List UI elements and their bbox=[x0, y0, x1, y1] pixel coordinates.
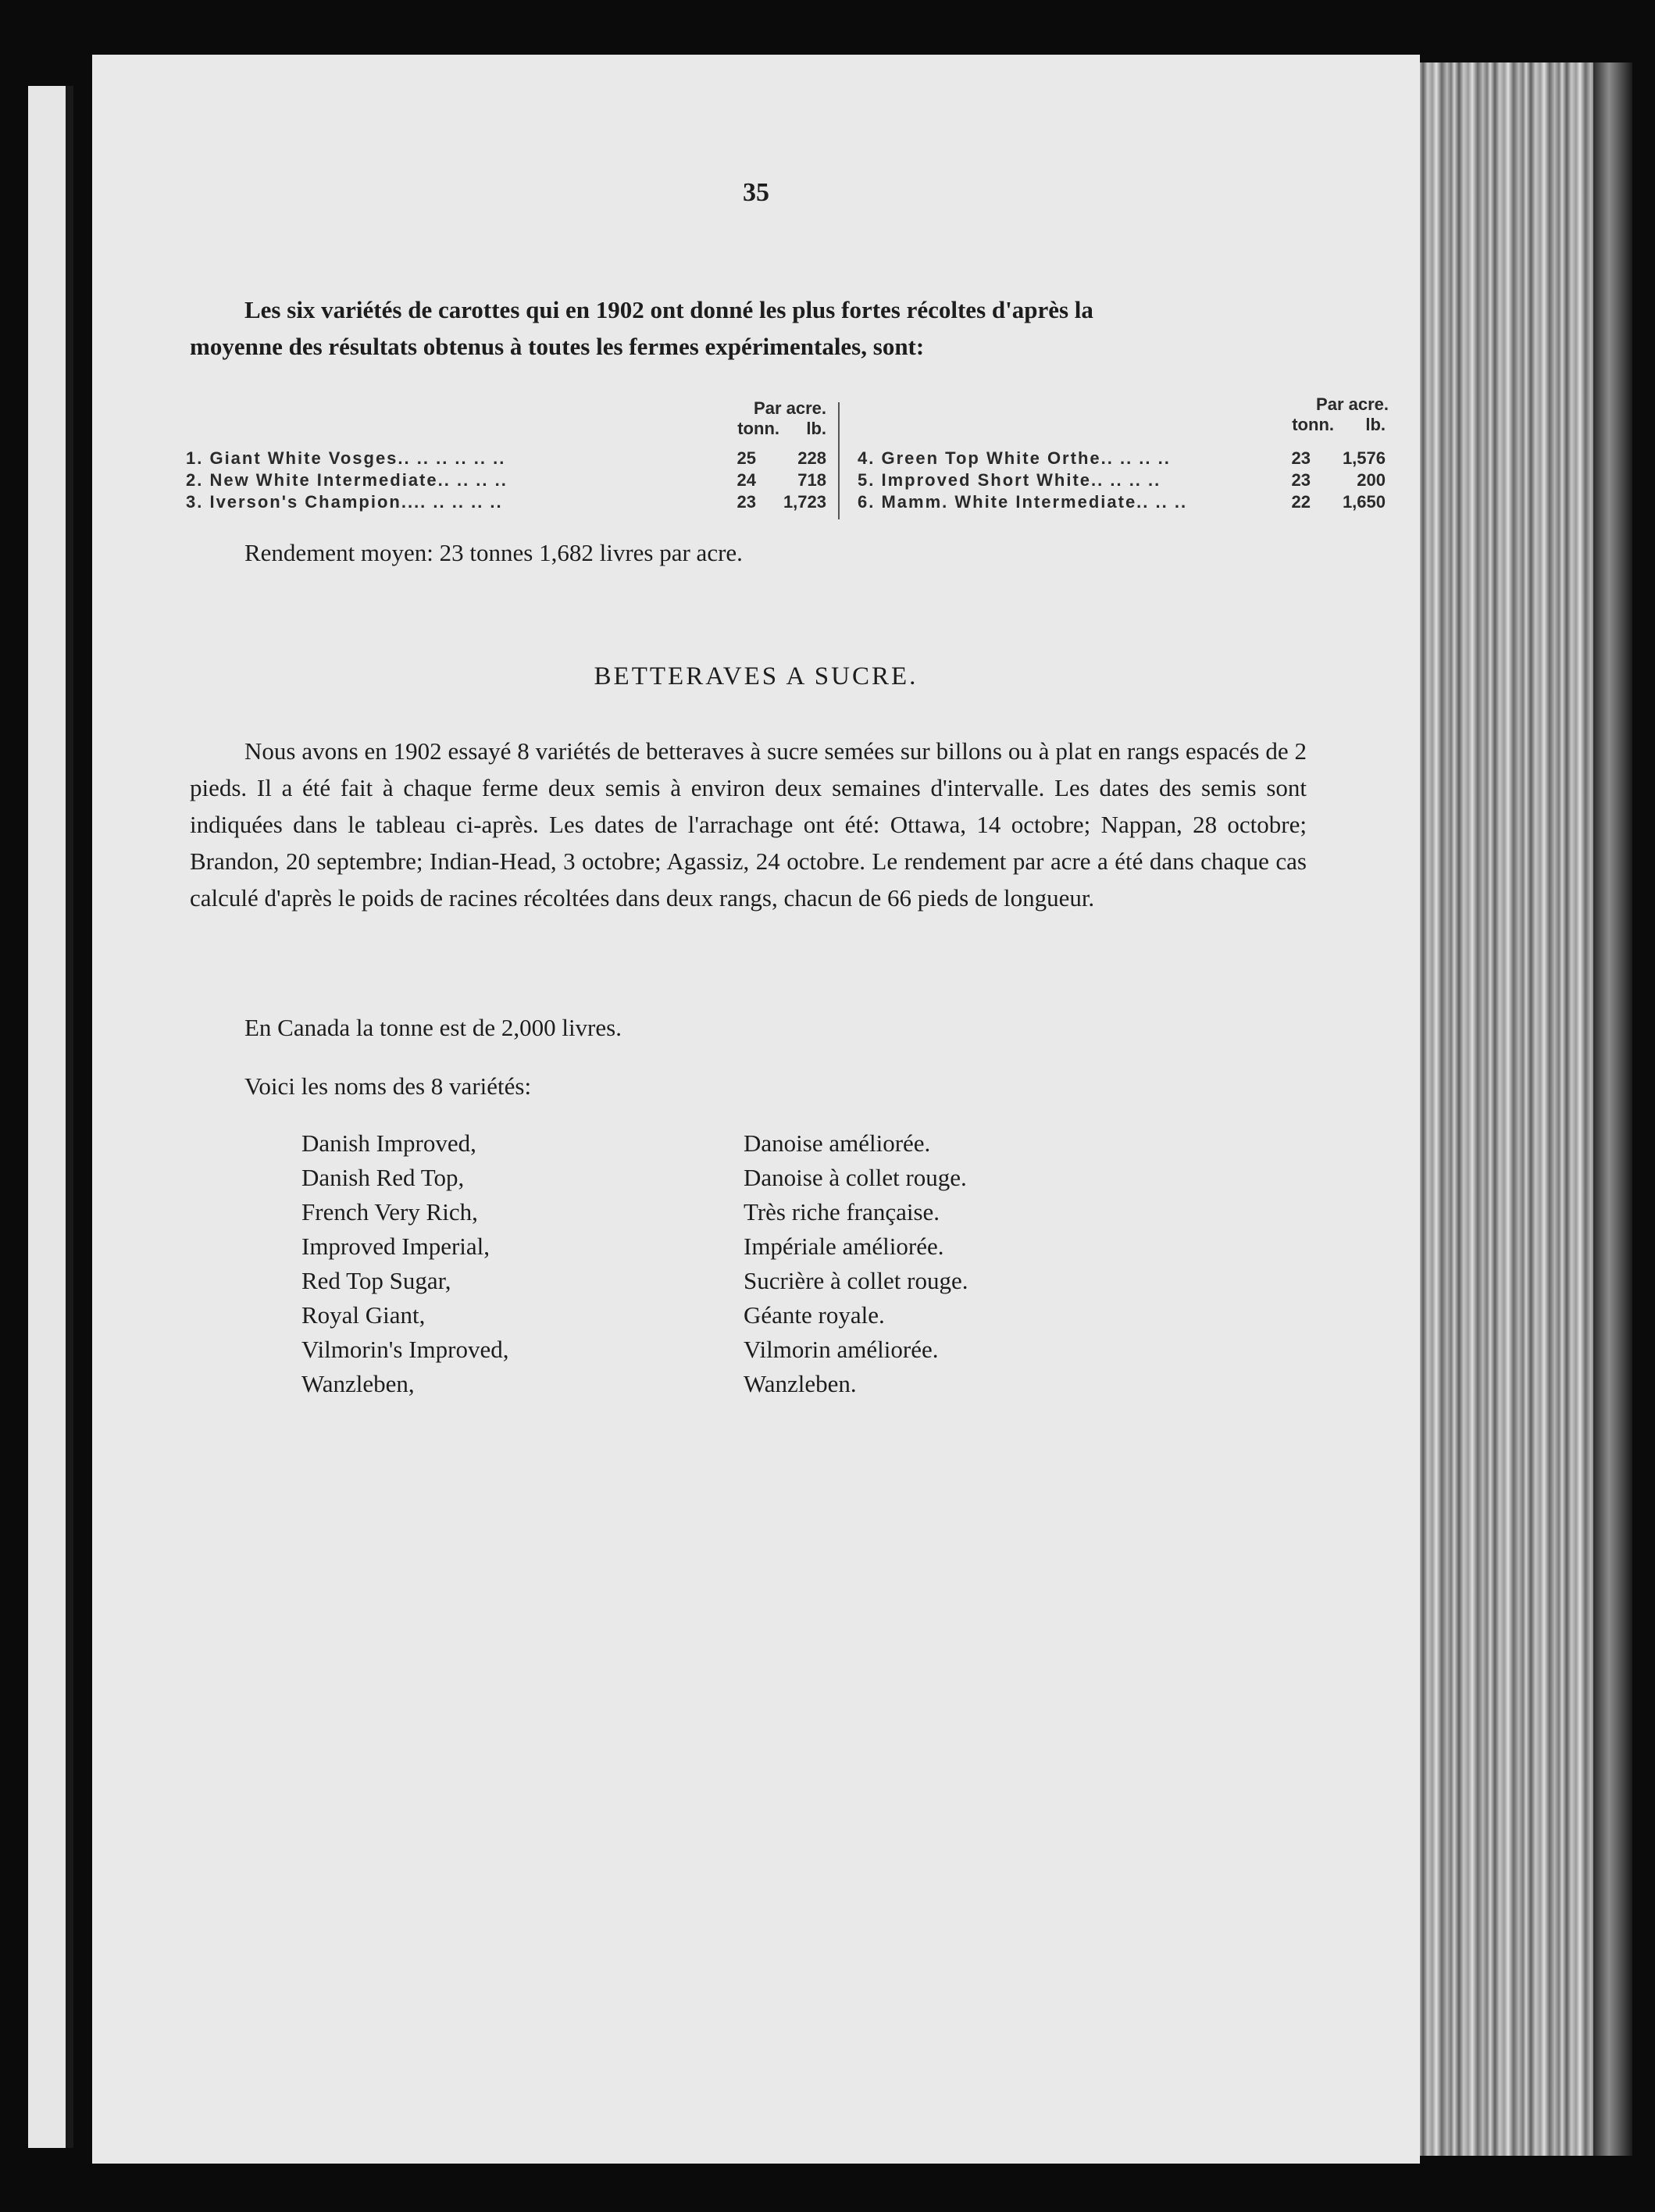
varieties-french-list bbox=[744, 1126, 968, 1401]
list-item: Red Top Sugar, bbox=[301, 1267, 451, 1294]
table-header-lb: lb. bbox=[806, 419, 826, 438]
carrot-table-right bbox=[858, 394, 1396, 519]
table-row: 6. Mamm. White Intermediate.. .. .. 22 1,650 bbox=[858, 492, 1386, 512]
intro-line-2: moyenne des résultats obtenus à toutes les fermes expérimentales, sont: bbox=[190, 333, 925, 360]
list-item: Wanzleben. bbox=[744, 1370, 857, 1397]
list-item: French Very Rich, bbox=[301, 1198, 478, 1226]
table-row: 2. New White Intermediate.. .. .. .. 24 718 bbox=[186, 470, 826, 490]
list-item: Danoise améliorée. bbox=[744, 1129, 931, 1157]
table-row: 1. Giant White Vosges.. .. .. .. .. .. 25 228 bbox=[186, 448, 826, 468]
intro-line-1: Les six variétés de carottes qui en 1902 ont donné les plus fortes récoltes d'après la bbox=[244, 296, 1093, 323]
book-page bbox=[92, 55, 1420, 2164]
left-page-edge bbox=[28, 86, 73, 2148]
table-header-tonn: tonn. bbox=[737, 419, 779, 438]
carrot-table-left bbox=[186, 398, 834, 523]
list-item: Très riche française. bbox=[744, 1198, 940, 1226]
list-item: Royal Giant, bbox=[301, 1301, 426, 1329]
list-item: Danoise à collet rouge. bbox=[744, 1164, 967, 1191]
list-item: Danish Red Top, bbox=[301, 1164, 465, 1191]
table-row: 5. Improved Short White.. .. .. .. 23 200 bbox=[858, 470, 1386, 490]
list-item: Danish Improved, bbox=[301, 1129, 476, 1157]
table-header-tonn: tonn. bbox=[1292, 415, 1334, 434]
list-item: Wanzleben, bbox=[301, 1370, 415, 1397]
list-item: Sucrière à collet rouge. bbox=[744, 1267, 968, 1294]
table-header-per-acre: Par acre. bbox=[754, 398, 826, 418]
section-heading: BETTERAVES A SUCRE. bbox=[594, 662, 918, 690]
varieties-english-list bbox=[301, 1126, 508, 1401]
sugar-beet-paragraph: Nous avons en 1902 essayé 8 variétés de betteraves à sucre semées sur billons ou à plat en rangs espacés de 2 pieds. Il a été fait à chaque ferme deux semis à environ deux semaines d'intervalle. Les dates des semis sont indiquées dans le tableau ci-après. Les dates de l'arrachage ont été: Ottawa, 14 octobre; Nappan, 28 octobre; Brandon, 20 septembre; Indian-Head, 3 octobre; Agassiz, 24 octobre. Le rendement par acre a été dans chaque cas calculé d'après le poids de racines récoltées dans deux rangs, chacun de 66 pieds de longueur. bbox=[190, 737, 1307, 912]
list-item: Géante royale. bbox=[744, 1301, 885, 1329]
varieties-intro: Voici les noms des 8 variétés: bbox=[244, 1072, 532, 1100]
table-row: 4. Green Top White Orthe.. .. .. .. 23 1,576 bbox=[858, 448, 1386, 468]
page-number: 35 bbox=[743, 178, 769, 207]
list-item: Impériale améliorée. bbox=[744, 1233, 944, 1260]
average-yield: Rendement moyen: 23 tonnes 1,682 livres par acre. bbox=[244, 539, 743, 566]
list-item: Vilmorin améliorée. bbox=[744, 1336, 939, 1363]
table-row: 3. Iverson's Champion.... .. .. .. .. 23 1,723 bbox=[186, 492, 826, 512]
list-item: Vilmorin's Improved, bbox=[301, 1336, 509, 1363]
table-divider bbox=[838, 402, 840, 519]
ton-note: En Canada la tonne est de 2,000 livres. bbox=[244, 1014, 622, 1041]
intro-paragraph bbox=[190, 291, 1307, 365]
list-item: Improved Imperial, bbox=[301, 1233, 490, 1260]
table-header-per-acre: Par acre. bbox=[1316, 394, 1389, 414]
table-header-lb: lb. bbox=[1365, 415, 1386, 434]
